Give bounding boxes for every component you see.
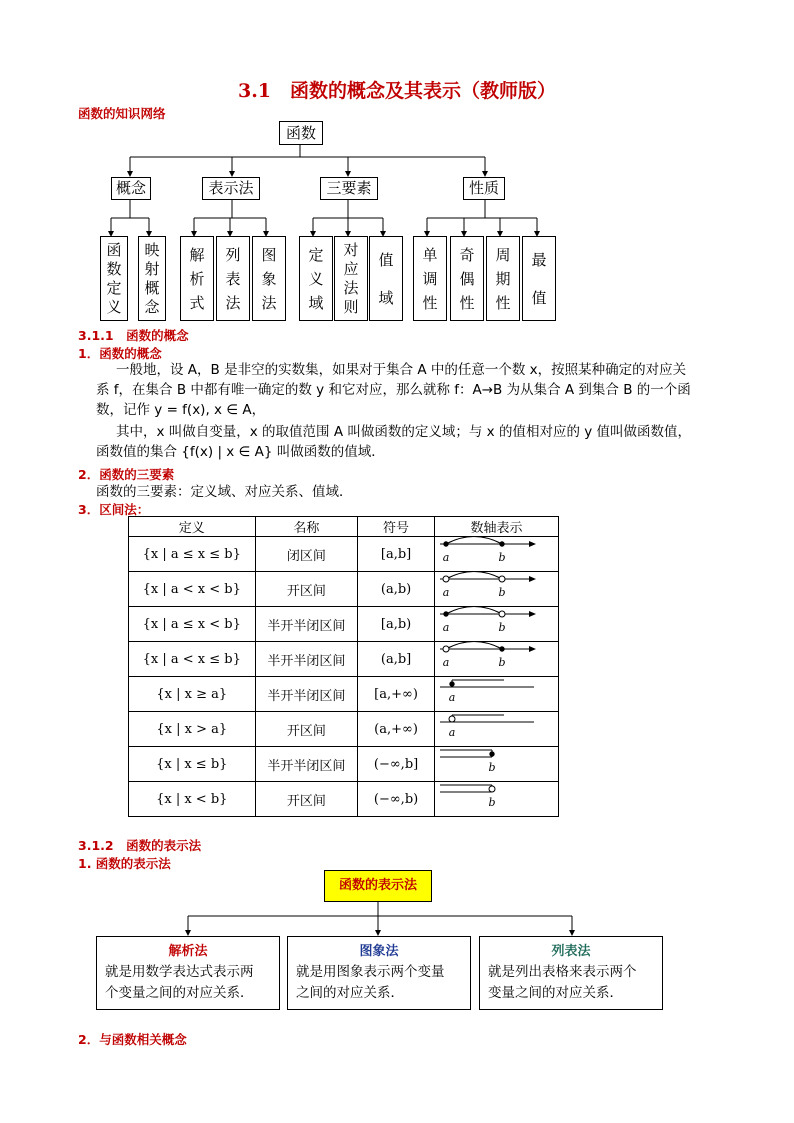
interval-number-line [434,677,558,712]
item1-line1: 一般地，设 A，B 是非空的实数集，如果对于集合 A 中的任意一个数 x，按照某种确定的对应关 [116,362,687,378]
axis-arrow [529,541,536,547]
network-heading: 函数的知识网络 [78,106,166,121]
interval-arc [446,572,502,579]
closed-endpoint [500,647,504,651]
interval-definition: {x | a ≤ x < b} [129,607,256,642]
open-endpoint [443,576,449,582]
item2-text: 函数的三要素：定义域、对应关系、值域． [96,484,353,500]
header-symbol: 符号 [358,517,435,537]
header-definition: 定义 [129,517,256,537]
tree-leaf-3-2 [486,236,520,321]
tree-leaf-2-1 [334,236,368,321]
tree-leaf-label: 单调性 [422,245,438,312]
interval-arc [446,642,502,649]
interval-name: 开区间 [255,572,358,607]
tree-leaf-label: 最值 [531,250,547,307]
number-line-svg [436,572,556,602]
interval-definition: {x | x > a} [129,712,256,747]
open-endpoint [499,576,505,582]
rep-box-graph-title: 图象法 [359,944,399,959]
interval-symbol: (a,+∞) [358,712,435,747]
tree-leaf-label: 奇偶性 [459,245,475,312]
axis-label: b [498,586,507,599]
rep-box-table-title: 列表法 [551,944,591,959]
tree-leaf-label: 解析式 [189,245,205,312]
item3-heading: 3．区间法： [78,502,150,517]
tree-group-properties: 性质 [463,177,505,200]
interval-row [129,642,559,677]
tree-leaf-0-0 [100,236,128,321]
item2-heading: 2．函数的三要素 [78,467,175,482]
tree-group-representation: 表示法 [202,177,260,200]
tree-leaf-3-0 [413,236,447,321]
number-line-svg [436,677,556,707]
interval-definition: {x | x < b} [129,782,256,817]
interval-row [129,747,559,782]
open-endpoint [449,716,455,722]
item-last-heading: 2．与函数相关概念 [78,1032,187,1047]
axis-arrow [529,646,536,652]
tree-leaf-2-2 [369,236,403,321]
interval-number-line [434,572,558,607]
item1-heading: 1．函数的概念 [78,346,162,361]
tree-leaf-label: 定义域 [308,245,324,312]
axis-label: b [498,621,507,634]
item1-line4: 其中，x 叫做自变量，x 的取值范围 A 叫做函数的定义域；与 x 的值相对应的 y 值叫做函数值， [116,424,692,440]
tree-group-concept: 概念 [111,177,151,200]
interval-name: 闭区间 [255,537,358,572]
rep-box-table-line2: 变量之间的对应关系． [488,985,623,1001]
number-line-svg [436,747,556,777]
interval-symbol: (a,b] [358,642,435,677]
interval-definition: {x | a < x ≤ b} [129,642,256,677]
closed-endpoint [444,612,448,616]
header-name: 名称 [255,517,358,537]
number-line-svg [436,607,556,637]
item1-line5: 函数值的集合 {f(x) | x ∈ A} 叫做函数的值域． [96,444,385,460]
interval-symbol: (a,b) [358,572,435,607]
section-3-1-2: 3.1.2 函数的表示法 [78,838,202,853]
rep-box-analytic [96,936,280,1010]
tree-leaf-1-1 [216,236,250,321]
tree-leaf-label: 值域 [378,250,394,307]
axis-label: b [498,656,507,669]
item1-line3: 数，记作 y = f(x), x ∈ A， [96,402,266,418]
interval-row [129,677,559,712]
interval-definition: {x | a < x < b} [129,572,256,607]
tree-leaf-2-0 [299,236,333,321]
tree-group-three-elements: 三要素 [320,177,378,200]
interval-table [128,516,559,817]
interval-name: 半开半闭区间 [255,747,358,782]
interval-name: 半开半闭区间 [255,607,358,642]
interval-row [129,607,559,642]
interval-number-line [434,782,558,817]
interval-name: 半开半闭区间 [255,642,358,677]
rep-box-analytic-line2: 个变量之间的对应关系． [105,985,254,1001]
interval-table-header [129,517,559,537]
axis-label: a [443,656,450,669]
axis-label: b [498,551,507,564]
axis-arrow [529,611,536,617]
axis-label: a [443,586,450,599]
tree-leaf-1-0 [180,236,214,321]
number-line-svg [436,537,556,567]
interval-number-line [434,747,558,782]
interval-symbol: [a,b) [358,607,435,642]
tree-leaf-label: 函数定义 [106,240,122,316]
number-line-svg [436,642,556,672]
tree-leaf-0-1 [138,236,166,321]
closed-endpoint [490,752,494,756]
interval-number-line [434,642,558,677]
axis-label: a [443,621,450,634]
tree-leaf-label: 映射概念 [144,240,160,316]
interval-row [129,572,559,607]
interval-name: 开区间 [255,782,358,817]
tree-leaf-label: 对应法则 [343,240,359,316]
axis-label: a [449,691,456,704]
rep-heading: 1. 函数的表示法 [78,856,171,871]
interval-symbol: (−∞,b] [358,747,435,782]
axis-label: a [443,551,450,564]
axis-label: a [449,726,456,739]
tree-root: 函数 [279,121,323,145]
rep-box-graph-line1: 就是用图象表示两个变量 [296,964,445,980]
interval-name: 开区间 [255,712,358,747]
tree-leaf-label: 列表法 [225,245,241,312]
axis-label: b [488,796,497,809]
interval-symbol: [a,+∞) [358,677,435,712]
header-number-line: 数轴表示 [434,517,558,537]
interval-symbol: (−∞,b) [358,782,435,817]
interval-arc [446,537,502,544]
tree-leaf-1-2 [252,236,286,321]
rep-box-analytic-line1: 就是用数学表达式表示两 [105,964,254,980]
interval-number-line [434,537,558,572]
closed-endpoint [444,542,448,546]
rep-box-table-line1: 就是列出表格来表示两个 [488,964,637,980]
number-line-svg [436,782,556,812]
open-endpoint [499,611,505,617]
interval-definition: {x | a ≤ x ≤ b} [129,537,256,572]
item1-line2: 系 f，在集合 B 中都有唯一确定的数 y 和它对应，那么就称 f：A→B 为从集合 A 到集合 B 的一个函 [96,382,691,398]
axis-arrow [529,576,536,582]
closed-endpoint [450,682,454,686]
rep-box-analytic-title: 解析法 [168,944,208,959]
interval-arc [446,607,502,614]
interval-definition: {x | x ≥ a} [129,677,256,712]
open-endpoint [489,786,495,792]
tree-leaf-3-3 [522,236,556,321]
tree-leaf-3-1 [450,236,484,321]
interval-name: 半开半闭区间 [255,677,358,712]
section-3-1-1: 3.1.1 函数的概念 [78,328,189,343]
interval-symbol: [a,b] [358,537,435,572]
rep-center-box: 函数的表示法 [324,870,432,902]
closed-endpoint [500,542,504,546]
page-title: 3.1 函数的概念及其表示（教师版） [237,80,557,102]
number-line-svg [436,712,556,742]
tree-leaf-label: 周期性 [495,245,511,312]
interval-number-line [434,712,558,747]
interval-number-line [434,607,558,642]
rep-box-table [479,936,663,1010]
rep-box-graph-line2: 之间的对应关系． [296,985,404,1001]
interval-row [129,782,559,817]
rep-box-graph [287,936,471,1010]
axis-label: b [488,761,497,774]
interval-row [129,712,559,747]
tree-leaf-label: 图象法 [261,245,277,312]
interval-definition: {x | x ≤ b} [129,747,256,782]
interval-row [129,537,559,572]
open-endpoint [443,646,449,652]
